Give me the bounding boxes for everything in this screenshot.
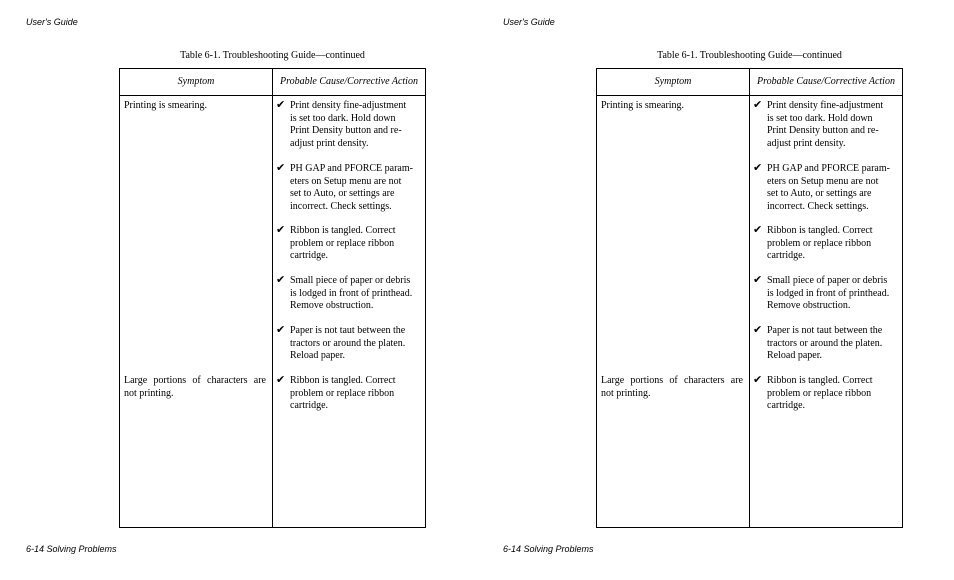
action-text: Paper is not taut between the tractors or around the platen. Reload paper. — [767, 325, 883, 361]
symptom-column-header: Symptom — [177, 76, 215, 87]
action-text: Small piece of paper or debris is lodged in front of printhead. Remove obstruction. — [767, 275, 890, 311]
action-text: Ribbon is tangled. Correct problem or replace ribbon cartridge. — [290, 225, 396, 261]
checkmark-icon: ✔ — [276, 161, 286, 174]
action-text: Print density fine-adjustment is set too dark. Hold down Print Density button and re- adjust print density. — [767, 100, 884, 149]
symptom-column-header: Symptom — [654, 76, 692, 87]
header-divider — [120, 95, 425, 96]
action-text: Print density fine-adjustment is set too dark. Hold down Print Density button and re- adjust print density. — [290, 100, 407, 149]
symptom-cell: Printing is smearing. — [124, 100, 208, 111]
checkmark-icon: ✔ — [276, 273, 286, 286]
checkmark-icon: ✔ — [276, 223, 286, 236]
table-caption: Table 6-1. Troubleshooting Guide—continued — [657, 50, 842, 61]
column-divider — [749, 69, 750, 527]
action-text: PH GAP and PFORCE param- eters on Setup menu are not set to Auto, or settings are incorrect. Check settings. — [767, 163, 890, 212]
checkmark-icon: ✔ — [276, 373, 286, 386]
page-right — [477, 0, 954, 580]
header-divider — [597, 95, 902, 96]
troubleshooting-table — [119, 68, 426, 528]
running-header: User's Guide — [26, 17, 78, 27]
action-column-header: Probable Cause/Corrective Action — [757, 76, 895, 87]
checkmark-icon: ✔ — [276, 323, 286, 336]
symptom-cell: Printing is smearing. — [601, 100, 685, 111]
running-footer: 6-14 Solving Problems — [503, 544, 594, 554]
symptom-cell: Large portions of characters are not printing. — [124, 375, 266, 399]
action-text: Small piece of paper or debris is lodged in front of printhead. Remove obstruction. — [290, 275, 413, 311]
troubleshooting-table — [596, 68, 903, 528]
action-text: Ribbon is tangled. Correct problem or replace ribbon cartridge. — [767, 375, 873, 411]
checkmark-icon: ✔ — [753, 323, 763, 336]
running-footer: 6-14 Solving Problems — [26, 544, 117, 554]
checkmark-icon: ✔ — [753, 223, 763, 236]
checkmark-icon: ✔ — [753, 161, 763, 174]
running-header: User's Guide — [503, 17, 555, 27]
action-text: PH GAP and PFORCE param- eters on Setup menu are not set to Auto, or settings are incorrect. Check settings. — [290, 163, 413, 212]
action-column-header: Probable Cause/Corrective Action — [280, 76, 418, 87]
action-text: Paper is not taut between the tractors or around the platen. Reload paper. — [290, 325, 406, 361]
table-caption: Table 6-1. Troubleshooting Guide—continued — [180, 50, 365, 61]
checkmark-icon: ✔ — [276, 98, 286, 111]
checkmark-icon: ✔ — [753, 98, 763, 111]
action-text: Ribbon is tangled. Correct problem or replace ribbon cartridge. — [290, 375, 396, 411]
checkmark-icon: ✔ — [753, 373, 763, 386]
column-divider — [272, 69, 273, 527]
symptom-cell: Large portions of characters are not printing. — [601, 375, 743, 399]
checkmark-icon: ✔ — [753, 273, 763, 286]
action-text: Ribbon is tangled. Correct problem or replace ribbon cartridge. — [767, 225, 873, 261]
